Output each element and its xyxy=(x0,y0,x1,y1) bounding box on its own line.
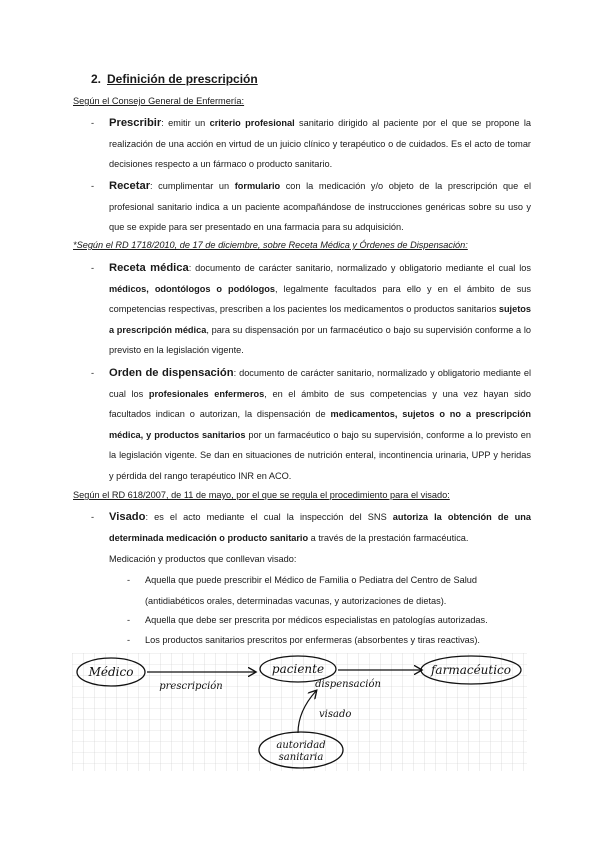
definition-text: sanitario dirigido al paciente por el que se propone la realización de una acción en virtud de un juicio clínico y terapéutico o de cuidados. Es el acto de tomar decisiones respecto a un fármaco o producto sanitario. xyxy=(109,118,532,169)
definition-bold: médicos, odontólogos o podólogos xyxy=(109,283,275,294)
visado-item-text: Los productos sanitarios prescritos por enfermeras (absorbentes y tiras reactivas). xyxy=(145,635,480,645)
node-sanitaria-label: sanitaria xyxy=(278,752,324,763)
bullet-dash: - xyxy=(91,118,95,128)
term-visado: Visado xyxy=(109,511,146,523)
edge-visado-label: visado xyxy=(319,709,352,720)
visado-item-text: Aquella que debe ser prescrita por médicos especialistas en patologías autorizadas. xyxy=(145,615,488,625)
definition-text: : documento de carácter sanitario, normalizado y obligatorio mediante el cual los xyxy=(109,368,531,399)
bullet-dash: - xyxy=(91,181,95,191)
heading-number: 2. xyxy=(91,72,102,86)
node-medico-label: Médico xyxy=(88,665,134,679)
visado-item-text: Aquella que puede prescribir el Médico de Familia o Pediatra del Centro de Salud (antidiabéticos orales, determinadas vacunas, y autorizaciones de dietas). xyxy=(145,575,477,606)
definition-text: por un farmacéutico o bajo su supervisión, conforme a lo previsto en la legislación vigente. Se dan en situaciones de nutrición enteral, incontinencia urinaria, UPP y heridas y pérdida del rango terapéutico INR en ACO. xyxy=(109,429,531,481)
visado-list-intro: Medicación y productos que conllevan visado: xyxy=(109,554,297,564)
visado-list-item xyxy=(127,570,532,611)
bullet-dash: - xyxy=(91,512,95,522)
definition-text: con la medicación y/o objeto de la prescripción que el profesional sanitario indica a un paciente acompañándose de instrucciones genéricas sobre su uso y que se expide para ser presentado en una farmacia para su adquisición. xyxy=(109,181,531,232)
visado-list-item xyxy=(127,610,532,631)
term-orden-dispensacion: Orden de dispensación xyxy=(109,367,234,379)
term-receta-medica: Receta médica xyxy=(109,262,189,274)
node-autoridad-label: autoridad xyxy=(276,740,326,751)
source-rd-1718: *Según el RD 1718/2010, de 17 de diciembre, sobre Receta Médica y Órdenes de Dispensación: xyxy=(73,240,468,250)
definition-bold: sujetos a prescripción médica xyxy=(109,304,531,335)
definition-orden-dispensacion xyxy=(91,363,531,486)
definition-text: : es el acto mediante el cual la inspección del SNS xyxy=(145,512,393,522)
bullet-dash: - xyxy=(91,368,95,378)
definition-recetar xyxy=(91,176,531,238)
definition-text: , en el ámbito de sus competencias y una vez hayan sido facultados indican o autorizan, la dispensación de xyxy=(109,388,531,419)
definition-text: : emitir un xyxy=(161,118,210,128)
definition-bold: criterio profesional xyxy=(209,118,295,128)
definition-prescribir xyxy=(91,113,531,175)
definition-bold: medicamentos, sujetos o no a prescripción médica, y productos sanitarios xyxy=(109,409,532,440)
term-recetar: Recetar xyxy=(109,180,151,192)
node-farmaceutico-label: farmacéutico xyxy=(430,663,512,677)
visado-list-item xyxy=(127,630,532,651)
source-consejo: Según el Consejo General de Enfermería: xyxy=(73,96,245,106)
bullet-dash: - xyxy=(127,635,131,645)
edge-prescripcion-label: prescripción xyxy=(159,681,223,692)
definition-text: , para su dispensación por un farmacéutico o bajo su supervisión conforme a lo previsto en la legislación vigente. xyxy=(109,324,532,355)
heading-title: Definición de prescripción xyxy=(107,72,258,86)
definition-text: : documento de carácter sanitario, normalizado y obligatorio mediante el cual los xyxy=(188,263,531,273)
bullet-dash: - xyxy=(91,263,95,273)
definition-text: a través de la prestación farmacéutica. xyxy=(308,532,469,543)
source-rd-618: Según el RD 618/2007, de 11 de mayo, por el que se regula el procedimiento para el visado: xyxy=(73,490,450,500)
bullet-dash: - xyxy=(127,575,131,585)
edge-dispensacion-label: dispensación xyxy=(315,679,381,690)
bullet-dash: - xyxy=(127,615,131,625)
definition-receta-medica xyxy=(91,258,531,361)
definition-text: , legalmente facultados para ello y en el ámbito de sus competencias respectivas, prescriben a los pacientes los medicamentos o productos sanitarios xyxy=(109,283,532,314)
definition-bold: formulario xyxy=(234,181,281,191)
node-paciente-label: paciente xyxy=(271,662,325,676)
definition-bold: profesionales enfermeros xyxy=(148,388,265,399)
prescription-flow-diagram xyxy=(72,653,527,771)
definition-text: : cumplimentar un xyxy=(150,181,235,191)
term-prescribir: Prescribir xyxy=(109,117,162,129)
definition-visado xyxy=(91,507,531,548)
section-heading xyxy=(91,72,258,86)
definition-bold: autoriza la obtención de una determinada medicación o producto sanitario xyxy=(109,512,531,543)
